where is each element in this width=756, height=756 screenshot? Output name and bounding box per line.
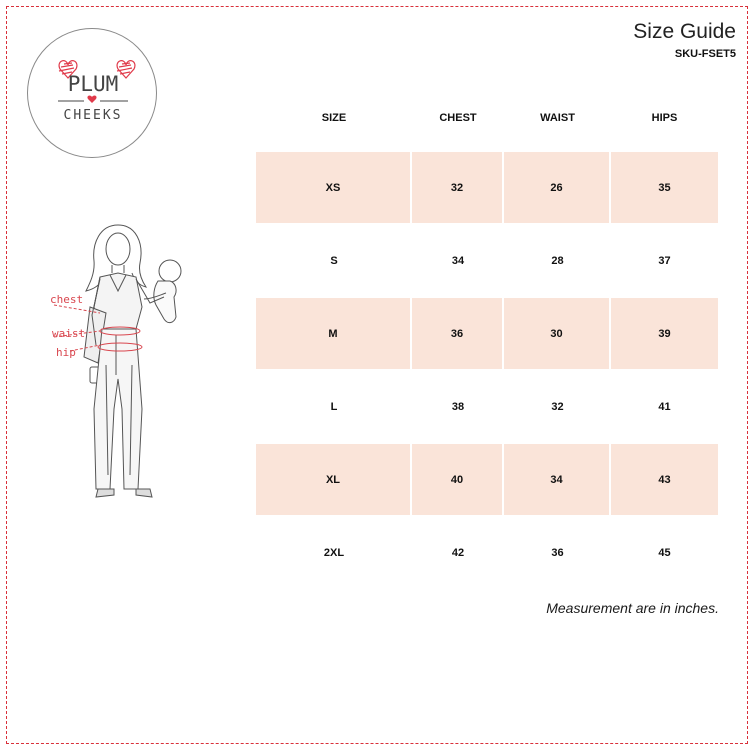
chest-cell: 40 [412,444,504,515]
page-title: Size Guide [633,20,736,43]
header-chest: CHEST [439,112,477,124]
hips-cell: 39 [611,298,718,369]
measurement-note: Measurement are in inches. [546,600,719,616]
small-heart-icon [87,96,96,103]
size-cell: XL [256,444,412,515]
header-size: SIZE [321,112,347,124]
size-cell: M [256,298,412,369]
table-row [256,371,718,442]
size-table [256,84,718,590]
hips-cell: 43 [611,444,718,515]
hips-cell: 41 [658,400,671,413]
waist-cell: 32 [551,400,564,413]
hip-label: hip [56,346,76,359]
table-row [256,152,718,223]
chest-cell: 32 [412,152,504,223]
header-hips: HIPS [651,112,678,124]
table-row [256,517,718,588]
table-row [256,444,718,515]
size-cell: S [330,254,338,267]
chest-cell: 34 [451,254,465,267]
hips-cell: 35 [611,152,718,223]
table-row [256,298,718,369]
waist-cell: 28 [551,254,564,267]
chest-label: chest [50,293,84,306]
logo-line1: PLUM [67,72,119,96]
size-cell: XS [256,152,412,223]
table-header-row [256,84,718,152]
size-cell: 2XL [323,546,345,559]
hips-cell: 45 [658,546,671,559]
waist-cell: 34 [504,444,611,515]
sku-code: SKU-FSET5 [674,48,736,60]
logo-line2: CHEEKS [63,108,123,123]
table-row [256,225,718,296]
chest-cell: 36 [412,298,504,369]
waist-cell: 36 [551,546,564,559]
size-cell: L [330,400,338,413]
brand-logo [27,28,157,158]
waist-cell: 26 [504,152,611,223]
waist-cell: 30 [504,298,611,369]
hips-cell: 37 [658,254,671,267]
mother-and-baby-illustration [40,215,200,520]
chest-cell: 38 [451,400,465,413]
header-waist: WAIST [540,112,575,124]
waist-label: waist [52,327,86,340]
chest-cell: 42 [451,546,465,559]
